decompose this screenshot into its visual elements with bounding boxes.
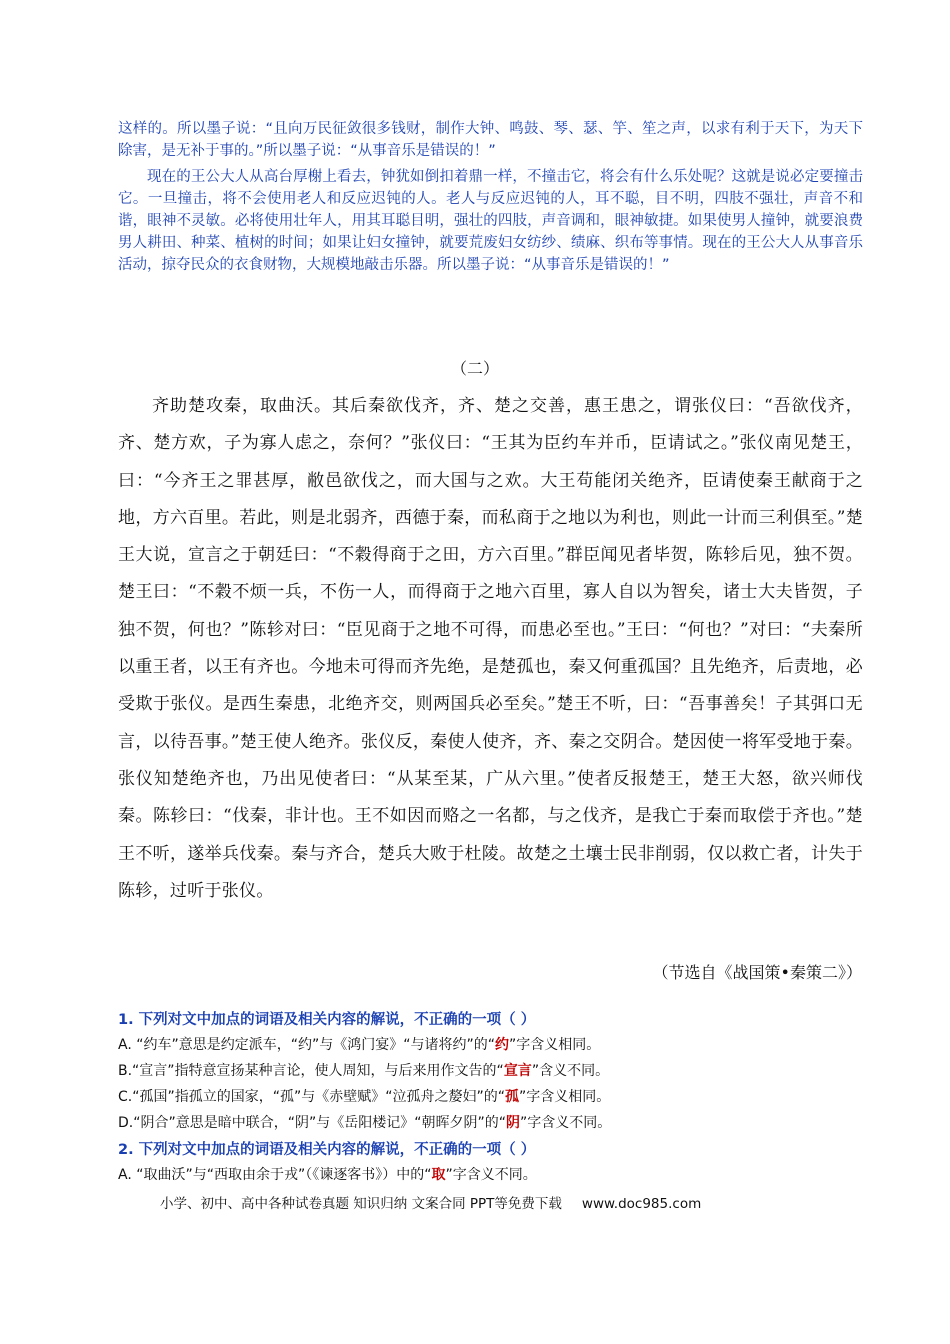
footer-text: 小学、初中、高中各种试卷真题 知识归纳 文案合同 PPT等免费下载: [160, 1196, 562, 1212]
translation-paragraph-1: 这样的。所以墨子说：“且向万民征敛很多钱财，制作大钟、鸣鼓、琴、瑟、竽、笙之声，以求有利于天下，为天下除害，是无补于事的。”所以墨子说：“从事音乐是错误的！”: [118, 121, 863, 159]
question-1-option-c: C.“孤国”指孤立的国家，“孤”与《赤壁赋》“泣孤舟之嫠妇”的“孤”字含义相同。: [118, 1089, 611, 1105]
question-1-option-d: D.“阴合”意思是暗中联合，“阴”与《岳阳楼记》“朝晖夕阴”的“阴”字含义不同。: [118, 1115, 612, 1131]
question-2-title: 2. 下列对文中加点的词语及相关内容的解说，不正确的一项（ ）: [118, 1142, 536, 1158]
keyword: 宣言: [503, 1063, 532, 1079]
question-1-option-a: A. “约车”意思是约定派车，“约”与《鸿门宴》“与诸将约”的“约”字含义相同。: [118, 1037, 601, 1053]
question-2-option-a: A. “取曲沃”与“西取由余于戎”（《谏逐客书》）中的“取”字含义不同。: [118, 1167, 537, 1183]
keyword: 孤: [505, 1089, 519, 1105]
keyword: 阴: [506, 1115, 520, 1131]
section-title: （二）: [450, 359, 499, 378]
question-1-title: 1. 下列对文中加点的词语及相关内容的解说，不正确的一项（ ）: [118, 1012, 536, 1028]
source-citation: （节选自《战国策•秦策二》）: [652, 963, 862, 982]
classical-text: 齐助楚攻秦，取曲沃。其后秦欲伐齐，齐、楚之交善，惠王患之，谓张仪曰：“吾欲伐齐，齐、楚方欢，子为寡人虑之，奈何？”张仪曰：“王其为臣约车并币，臣请试之。”张仪南见楚王，曰：“今齐王之罪甚厚，敝邑欲伐之，而大国与之欢。大王苟能闭关绝齐，臣请使秦王献商于之地，方六百里。若此，则是北弱齐，西德于秦，而私商于之地以为利也，则此一计而三利俱至。”楚王大说，宣言之于朝廷曰：“不穀得商于之田，方六百里。”群臣闻见者毕贺，陈轸后见，独不贺。楚王曰：“不穀不烦一兵，不伤一人，而得商于之地六百里，寡人自以为智矣，诸士大夫皆贺，子独不贺，何也？”陈轸对曰：“臣见商于之地不可得，而患必至也。”王曰：“何也？”对曰：“夫秦所以重王者，以王有齐也。今地未可得而齐先绝，是楚孤也，秦又何重孤国？且先绝齐，后责地，必受欺于张仪。是西生秦患，北绝齐交，则两国兵必至矣。”楚王不听，曰：“吾事善矣！子其弭口无言，以待吾事。”楚王使人绝齐。张仪反，秦使人使齐，齐、秦之交阴合。楚因使一将军受地于秦。张仪知楚绝齐也，乃出见使者曰：“从某至某，广从六里。”使者反报楚王，楚王大怒，欲兴师伐秦。陈轸曰：“伐秦，非计也。王不如因而赂之一名都，与之伐齐，是我亡于秦而取偿于齐也。”楚王不听，遂举兵伐秦。秦与齐合，楚兵大败于杜陵。故楚之土壤士民非削弱，仅以救亡者，计失于陈轸，过听于张仪。: [118, 396, 863, 901]
keyword: 取: [431, 1167, 446, 1183]
page-footer: [160, 1192, 860, 1212]
keyword: 约: [495, 1037, 510, 1053]
translation-paragraph-2: 现在的王公大人从高台厚榭上看去，钟犹如倒扣着鼎一样，不撞击它，将会有什么乐处呢？这就是说必定要撞击它。一旦撞击，将不会使用老人和反应迟钝的人。老人与反应迟钝的人，耳不聪，目不明，四肢不强壮，声音不和谐，眼神不灵敏。必将使用壮年人，用其耳聪目明，强壮的四肢，声音调和，眼神敏捷。如果使男人撞钟，就要浪费男人耕田、种菜、植树的时间；如果让妇女撞钟，就要荒废妇女纺纱、绩麻、织布等事情。现在的王公大人从事音乐活动，掠夺民众的衣食财物，大规模地敲击乐器。所以墨子说：“从事音乐是错误的！”: [118, 169, 863, 273]
question-1-option-b: B.“宣言”指特意宣扬某种言论，使人周知，与后来用作文告的“宣言”含义不同。: [118, 1063, 610, 1079]
footer-url[interactable]: www.doc985.com: [581, 1196, 702, 1212]
